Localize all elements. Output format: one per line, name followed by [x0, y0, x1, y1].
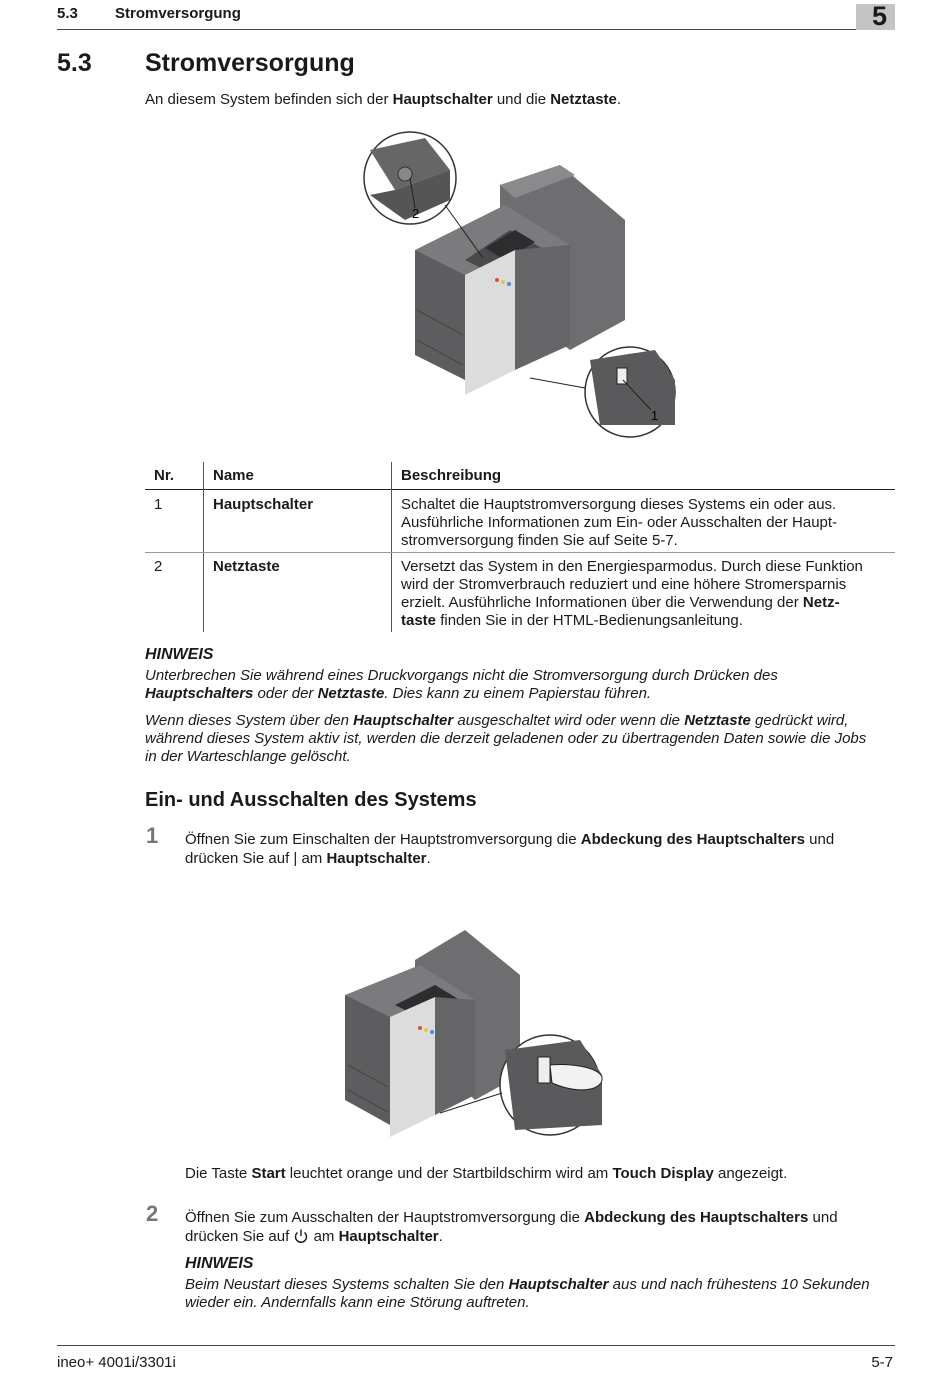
hint-title: HINWEIS	[145, 646, 214, 663]
hint-paragraph: Unterbrechen Sie während eines Druckvorgangs nicht die Stromversorgung durch Drücken des Hauptschalters oder der Netztaste. Dies kann zu einem Papierstau führen.	[145, 667, 778, 702]
component-table	[145, 462, 895, 490]
footer-page-number: 5-7	[871, 1354, 893, 1371]
hint-paragraph: Beim Neustart dieses Systems schalten Sie den Hauptschalter aus und nach frühestens 10 Sekunden wieder ein. Andernfalls kann eine Störung auftreten.	[185, 1276, 870, 1311]
hint-title: HINWEIS	[185, 1255, 254, 1272]
footer-rule	[57, 1345, 895, 1346]
step-text: Öffnen Sie zum Einschalten der Hauptstromversorgung die Abdeckung des Hauptschalters und drücken Sie auf | am Hauptschalter.	[185, 831, 835, 867]
row-name: Netztaste	[213, 558, 280, 575]
callout-2-label: 2	[412, 206, 420, 221]
section-title: Stromversorgung	[145, 49, 355, 77]
printer-illustration-overview	[355, 130, 685, 440]
row-nr: 1	[154, 496, 163, 513]
power-icon	[293, 1228, 309, 1244]
header-rule	[57, 29, 895, 30]
intro-paragraph: An diesem System befinden sich der Hauptschalter und die Netztaste.	[145, 91, 622, 108]
callout-1-label: 1	[651, 408, 659, 423]
section-number: 5.3	[57, 49, 92, 77]
header-nr: Nr.	[154, 467, 175, 484]
step-result: Die Taste Start leuchtet orange und der Startbildschirm wird am Touch Display angezeigt.	[185, 1165, 788, 1182]
row-desc: Schaltet die Hauptstromversorgung dieses Systems ein oder aus. Ausführliche Informationen zum Ein- oder Ausschalten der Haupt- stromversorgung finden Sie auf Seite 5-7.	[401, 496, 838, 549]
header-section-number: 5.3	[57, 5, 78, 22]
chapter-number: 5	[872, 1, 888, 31]
row-name: Hauptschalter	[213, 496, 314, 513]
header-desc: Beschreibung	[401, 467, 502, 484]
subsection-title: Ein- und Ausschalten des Systems	[145, 789, 477, 811]
header-section-title: Stromversorgung	[115, 5, 241, 22]
step-number: 1	[146, 823, 159, 848]
header-name: Name	[213, 467, 254, 484]
footer-model: ineo+ 4001i/3301i	[57, 1354, 176, 1371]
table-row-rule	[145, 552, 895, 553]
printer-illustration-switch-on	[340, 925, 615, 1150]
row-nr: 2	[154, 558, 163, 575]
step-text: Öffnen Sie zum Ausschalten der Hauptstromversorgung die Abdeckung des Hauptschalters und drücken Sie auf am Hauptschalter.	[185, 1209, 838, 1245]
row-desc: Versetzt das System in den Energiesparmodus. Durch diese Funktion wird der Stromverbrauch reduziert und eine höhere Stromersparnis erzielt. Ausführliche Informationen über die Verwendung der Netz- taste finden Sie in der HTML-Bedienungsanleitung.	[401, 558, 863, 629]
step-number: 2	[146, 1201, 159, 1226]
table-row	[145, 558, 895, 633]
table-row	[145, 495, 895, 555]
table-header-row	[145, 462, 895, 490]
table-header-rule	[145, 489, 895, 490]
hint-paragraph: Wenn dieses System über den Hauptschalter ausgeschaltet wird oder wenn die Netztaste gedrückt wird, während dieses System aktiv ist, werden die derzeit geladenen oder zu übertragenden Daten sowie die Jobs in der Warteschlange gelöscht.	[145, 712, 867, 765]
